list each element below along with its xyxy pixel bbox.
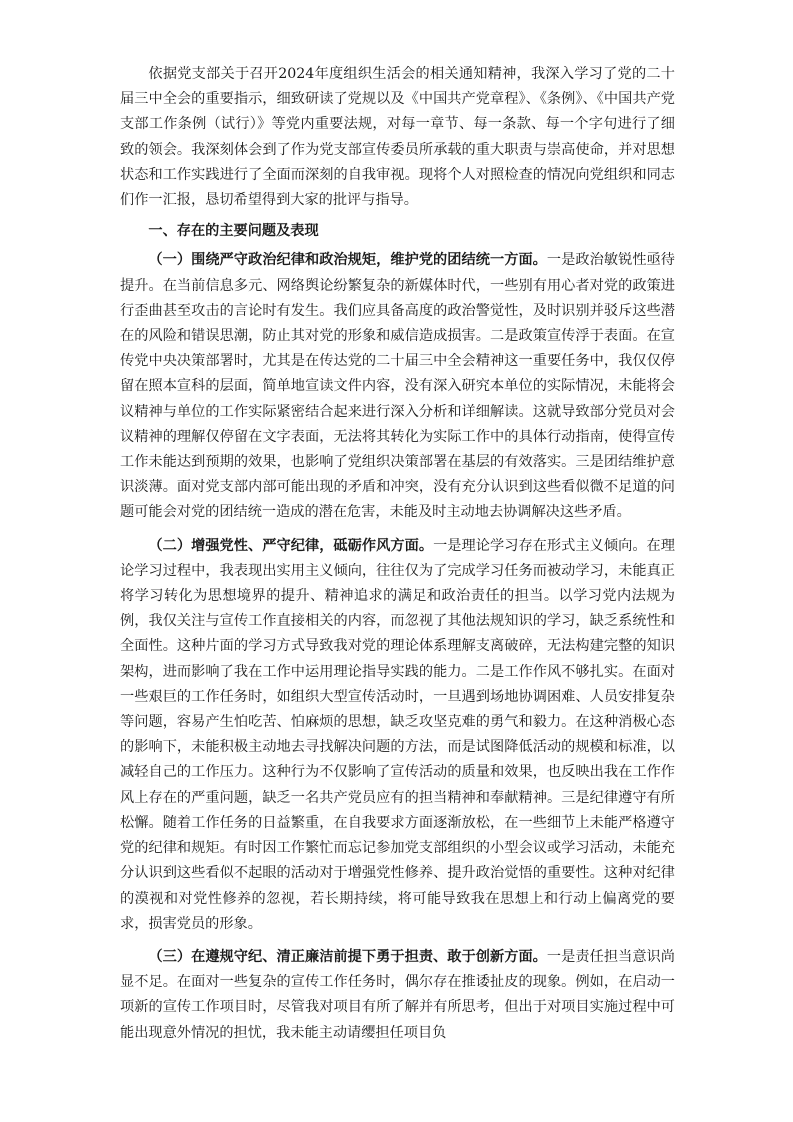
section-2-paragraph [120,534,675,937]
section-2-body: 一是理论学习存在形式主义倾向。在理论学习过程中，我表现出实用主义倾向，往往仅为了完成学习任务而被动学习，未能真正将学习转化为思想境界的提升、精神追求的满足和政治责任的担当。以学习党内法规为例，我仅关注与宣传工作直接相关的内容，而忽视了其他法规知识的学习，缺乏系统性和全面性。这种片面的学习方式导致我对党的理论体系理解支离破碎，无法构建完整的知识架构，进而影响了我在工作中运用理论指导实践的能力。二是工作作风不够扎实。在面对一些艰巨的工作任务时，如组织大型宣传活动时，一旦遇到场地协调困难、人员安排复杂等问题，容易产生怕吃苦、怕麻烦的思想，缺乏攻坚克难的勇气和毅力。在这种消极心态的影响下，未能积极主动地去寻找解决问题的方法，而是试图降低活动的规模和标准，以减轻自己的工作压力。这种行为不仅影响了宣传活动的质量和效果，也反映出我在工作作风上存在的严重问题，缺乏一名共产党员应有的担当精神和奉献精神。三是纪律遵守有所松懈。随着工作任务的日益繁重，在自我要求方面逐渐放松，在一些细节上未能严格遵守党的纪律和规矩。有时因工作繁忙而忘记参加党支部组织的小型会议或学习活动，未能充分认识到这些看似不起眼的活动对于增强党性修养、提升政治觉悟的重要性。这种对纪律的漠视和对党性修养的忽视，若长期持续，将可能导致我在思想上和行动上偏离党的要求，损害党员的形象。 [120,537,675,932]
document-page [120,62,675,1046]
section-1-paragraph [120,248,675,525]
section-3-body: 一是责任担当意识尚显不足。在面对一些复杂的宣传工作任务时，偶尔存在推诿扯皮的现象。例如，在启动一项新的宣传工作项目时，尽管我对项目有所了解并有所思考，但出于对项目实施过程中可能出现意外情况的担忧，我未能主动请缨担任项目负 [120,948,675,1041]
section-3-title: （三）在遵规守纪、清正廉洁前提下勇于担责、敢于创新方面。 [148,948,547,965]
section-3-paragraph [120,945,675,1046]
section-2-title: （二）增强党性、严守纪律，砥砺作风方面。 [148,537,434,554]
section-heading-1: 一、存在的主要问题及表现 [148,223,319,240]
section-1-body: 一是政治敏锐性亟待提升。在当前信息多元、网络舆论纷繁复杂的新媒体时代，一些别有用心者对党的政策进行歪曲甚至攻击的言论时有发生。我们应具备高度的政治警觉性，及时识别并驳斥这些潜在的风险和错误思潮，防止其对党的形象和威信造成损害。二是政策宣传浮于表面。在宣传党中央决策部署时，尤其是在传达党的二十届三中全会精神这一重要任务中，我仅仅停留在照本宣科的层面，简单地宣读文件内容，没有深入研究本单位的实际情况，未能将会议精神与单位的工作实际紧密结合起来进行深入分析和详细解读。这就导致部分党员对会议精神的理解仅停留在文字表面，无法将其转化为实际工作中的具体行动指南，使得宣传工作未能达到预期的效果，也影响了党组织决策部署在基层的有效落实。三是团结维护意识淡薄。面对党支部内部可能出现的矛盾和冲突，没有充分认识到这些看似微不足道的问题可能会对党的团结统一造成的潜在危害，未能及时主动地去协调解决这些矛盾。 [120,252,675,521]
section-1-title: （一）围绕严守政治纪律和政治规矩，维护党的团结统一方面。 [148,252,547,269]
intro-paragraph: 依据党支部关于召开2024年度组织生活会的相关通知精神，我深入学习了党的二十届三中全会的重要指示，细致研读了党规以及《中国共产党章程》、《条例》、《中国共产党支部工作条例（试行）》等党内重要法规，对每一章节、每一条款、每一个字句进行了细致的领会。我深刻体会到了作为党支部宣传委员所承载的重大职责与崇高使命，并对思想状态和工作实践进行了全面而深刻的自我审视。现将个人对照检查的情况向党组织和同志们作一汇报，恳切希望得到大家的批评与指导。 [120,66,675,209]
